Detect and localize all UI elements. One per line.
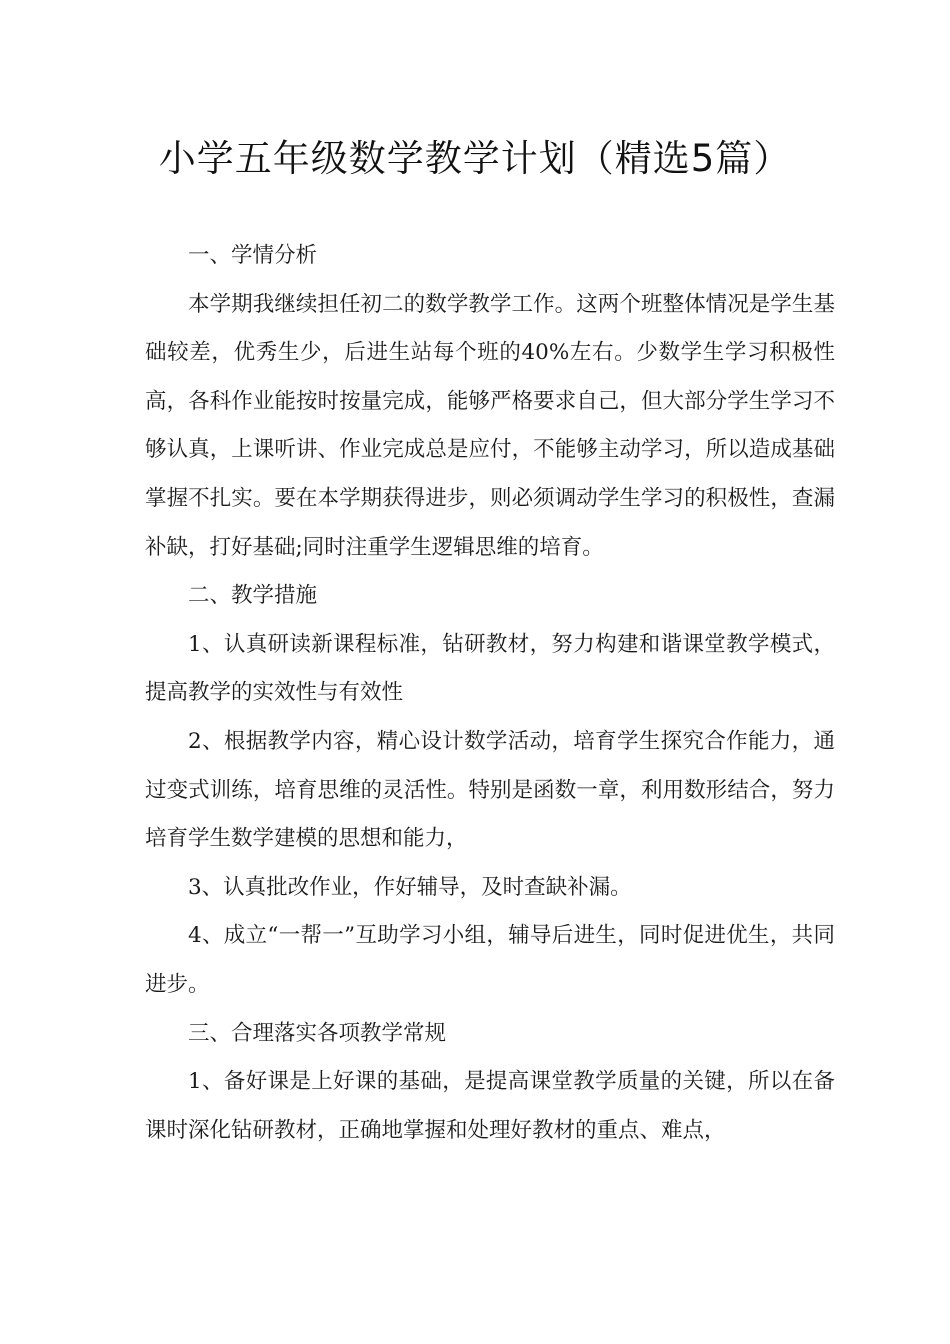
teaching-measure-item: 3、认真批改作业，作好辅导，及时查缺补漏。 — [188, 874, 632, 900]
teaching-measure-item: 4、成立“一帮一”互助学习小组，辅导后进生，同时促进优生，共同进步。 — [145, 923, 835, 997]
teaching-measure-item: 1、认真研读新课程标准，钻研教材，努力构建和谐课堂教学模式，提高教学的实效性与有效性 — [145, 631, 835, 706]
document-title: 小学五年级数学教学计划（精选5篇） — [158, 137, 792, 180]
section-heading-teaching-routines: 三、合理落实各项教学常规 — [188, 1020, 447, 1046]
teaching-routine-item: 1、备好课是上好课的基础，是提高课堂教学质量的关键，所以在备课时深化钻研教材，正确地掌握和处理好教材的重点、难点， — [145, 1069, 835, 1143]
section-heading-teaching-measures: 二、教学措施 — [188, 583, 318, 609]
document-body — [145, 232, 835, 1155]
section-heading-learning-analysis: 一、学情分析 — [188, 243, 318, 268]
teaching-measure-item: 2、根据教学内容，精心设计数学活动，培育学生探究合作能力，通过变式训练，培育思维的灵活性。特别是函数一章，利用数形结合，努力培育学生数学建模的思想和能力， — [145, 728, 835, 852]
learning-analysis-paragraph: 本学期我继续担任初二的数学教学工作。这两个班整体情况是学生基础较差，优秀生少，后进生站每个班的40%左右。少数学生学习积极性高，各科作业能按时按量完成，能够严格要求自己，但大部分学生学习不够认真，上课听讲、作业完成总是应付，不能够主动学习，所以造成基础掌握不扎实。要在本学期获得进步，则必须调动学生学习的积极性，查漏补缺，打好基础;同时注重学生逻辑思维的培育。 — [145, 291, 835, 560]
